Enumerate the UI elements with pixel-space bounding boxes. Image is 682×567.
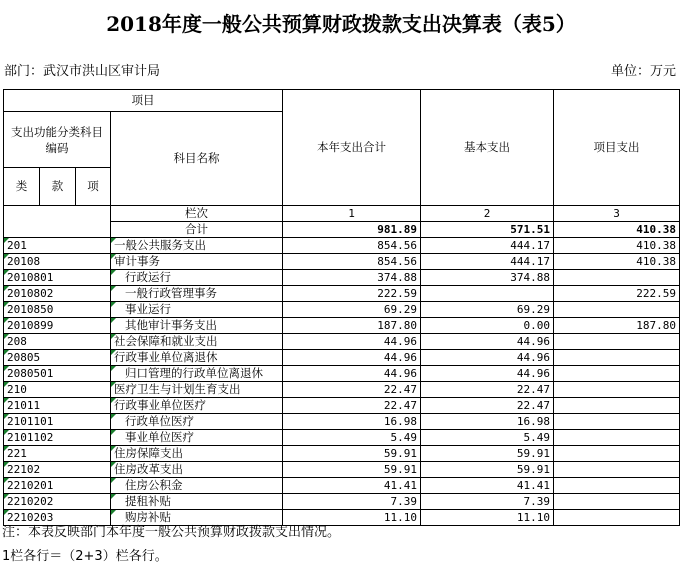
row-project: 410.38: [554, 254, 680, 270]
row-basic: 16.98: [421, 414, 554, 430]
total-amount: 981.89: [283, 222, 421, 238]
table-row: [4, 286, 680, 302]
row-basic: 41.41: [421, 478, 554, 494]
table-row: [4, 430, 680, 446]
total-project: 410.38: [554, 222, 680, 238]
row-subject-name: 提租补贴: [111, 494, 283, 510]
row-project: [554, 430, 680, 446]
row-project: [554, 398, 680, 414]
header-subject-name: 科目名称: [111, 112, 283, 206]
table-row: [4, 462, 680, 478]
row-subject-name: 事业运行: [111, 302, 283, 318]
header-project-expenditure: 项目支出: [554, 90, 680, 206]
row-project: 187.80: [554, 318, 680, 334]
table-row: [4, 238, 680, 254]
table-row: [4, 494, 680, 510]
row-subject-name: 住房公积金: [111, 478, 283, 494]
row-basic: 59.91: [421, 462, 554, 478]
row-project: [554, 366, 680, 382]
table-row: [4, 478, 680, 494]
table-row: [4, 398, 680, 414]
row-subject-name: 住房保障支出: [111, 446, 283, 462]
row-code: 2010801: [4, 270, 111, 286]
row-total: 222.59: [283, 286, 421, 302]
row-basic: 69.29: [421, 302, 554, 318]
row-project: [554, 494, 680, 510]
row-basic: 59.91: [421, 446, 554, 462]
report-title: 2018年度一般公共预算财政拨款支出决算表（表5）: [106, 12, 576, 36]
row-project: [554, 478, 680, 494]
row-code: 2101102: [4, 430, 111, 446]
row-total: 11.10: [283, 510, 421, 526]
row-subject-name: 行政事业单位离退休: [111, 350, 283, 366]
row-total: 187.80: [283, 318, 421, 334]
row-basic: 44.96: [421, 350, 554, 366]
row-project: [554, 302, 680, 318]
row-subject-name: 一般公共服务支出: [111, 238, 283, 254]
row-code: 208: [4, 334, 111, 350]
row-code: 221: [4, 446, 111, 462]
row-basic: 44.96: [421, 334, 554, 350]
row-code: 210: [4, 382, 111, 398]
note-description: 注：本表反映部门本年度一般公共预算财政拨款支出情况。: [2, 525, 341, 540]
row-subject-name: 一般行政管理事务: [111, 286, 283, 302]
row-project: [554, 270, 680, 286]
row-total: 22.47: [283, 382, 421, 398]
department-label: 部门：武汉市洪山区审计局: [4, 64, 161, 79]
row-project: [554, 462, 680, 478]
row-total: 854.56: [283, 238, 421, 254]
row-total: 44.96: [283, 334, 421, 350]
row-subject-name: 社会保障和就业支出: [111, 334, 283, 350]
row-subject-name: 行政事业单位医疗: [111, 398, 283, 414]
note-formula: 1栏各行＝（2+3）栏各行。: [2, 549, 168, 564]
row-basic: 7.39: [421, 494, 554, 510]
row-total: 374.88: [283, 270, 421, 286]
table-row: [4, 334, 680, 350]
row-total: 69.29: [283, 302, 421, 318]
row-code: 2101101: [4, 414, 111, 430]
header-xiang: 项: [76, 168, 111, 206]
row-subject-name: 医疗卫生与计划生育支出: [111, 382, 283, 398]
row-subject-name: 购房补贴: [111, 510, 283, 526]
header-basic: 基本支出: [421, 90, 554, 206]
row-basic: 374.88: [421, 270, 554, 286]
row-total: 5.49: [283, 430, 421, 446]
row-subject-name: 审计事务: [111, 254, 283, 270]
row-code: 2010802: [4, 286, 111, 302]
table-row: [4, 318, 680, 334]
row-subject-name: 归口管理的行政单位离退休: [111, 366, 283, 382]
row-basic: 11.10: [421, 510, 554, 526]
row-basic: 22.47: [421, 382, 554, 398]
header-total: 本年支出合计: [283, 90, 421, 206]
table-row: [4, 350, 680, 366]
row-total: 59.91: [283, 462, 421, 478]
header-function-code: 支出功能分类科目编码: [4, 112, 111, 168]
table-row: [4, 254, 680, 270]
table-row: [4, 302, 680, 318]
row-project: [554, 446, 680, 462]
row-basic: 22.47: [421, 398, 554, 414]
row-total: 44.96: [283, 350, 421, 366]
row-project: [554, 334, 680, 350]
row-code: 2210201: [4, 478, 111, 494]
row-project: [554, 350, 680, 366]
row-total: 44.96: [283, 366, 421, 382]
total-basic: 571.51: [421, 222, 554, 238]
row-project: [554, 510, 680, 526]
row-basic: 444.17: [421, 254, 554, 270]
column-order-label: 栏次: [111, 206, 283, 222]
row-total: 41.41: [283, 478, 421, 494]
row-subject-name: 行政单位医疗: [111, 414, 283, 430]
column-number-2: 2: [421, 206, 554, 222]
row-total: 22.47: [283, 398, 421, 414]
row-basic: 44.96: [421, 366, 554, 382]
row-subject-name: 住房改革支出: [111, 462, 283, 478]
row-code: 2080501: [4, 366, 111, 382]
table-row: [4, 366, 680, 382]
row-basic: [421, 286, 554, 302]
row-basic: 444.17: [421, 238, 554, 254]
row-code: 20108: [4, 254, 111, 270]
row-total: 854.56: [283, 254, 421, 270]
total-label: 合计: [111, 222, 283, 238]
row-code: 2010850: [4, 302, 111, 318]
row-total: 59.91: [283, 446, 421, 462]
unit-label: 单位：万元: [610, 64, 676, 79]
header-lei: 类: [4, 168, 40, 206]
row-code: 2210202: [4, 494, 111, 510]
row-code: 201: [4, 238, 111, 254]
table-row: [4, 270, 680, 286]
row-project: [554, 414, 680, 430]
row-total: 16.98: [283, 414, 421, 430]
row-code: 2210203: [4, 510, 111, 526]
row-subject-name: 其他审计事务支出: [111, 318, 283, 334]
row-code: 22102: [4, 462, 111, 478]
row-project: 410.38: [554, 238, 680, 254]
table-row: [4, 382, 680, 398]
table-row: [4, 446, 680, 462]
row-code: 21011: [4, 398, 111, 414]
header-project: 项目: [4, 90, 283, 112]
row-total: 7.39: [283, 494, 421, 510]
row-project: [554, 382, 680, 398]
header-kuan: 款: [40, 168, 76, 206]
expenditure-table: [3, 89, 680, 526]
row-basic: 5.49: [421, 430, 554, 446]
table-row: [4, 414, 680, 430]
row-subject-name: 行政运行: [111, 270, 283, 286]
row-basic: 0.00: [421, 318, 554, 334]
column-number-3: 3: [554, 206, 680, 222]
column-number-1: 1: [283, 206, 421, 222]
row-code: 2010899: [4, 318, 111, 334]
row-subject-name: 事业单位医疗: [111, 430, 283, 446]
row-project: 222.59: [554, 286, 680, 302]
row-code: 20805: [4, 350, 111, 366]
